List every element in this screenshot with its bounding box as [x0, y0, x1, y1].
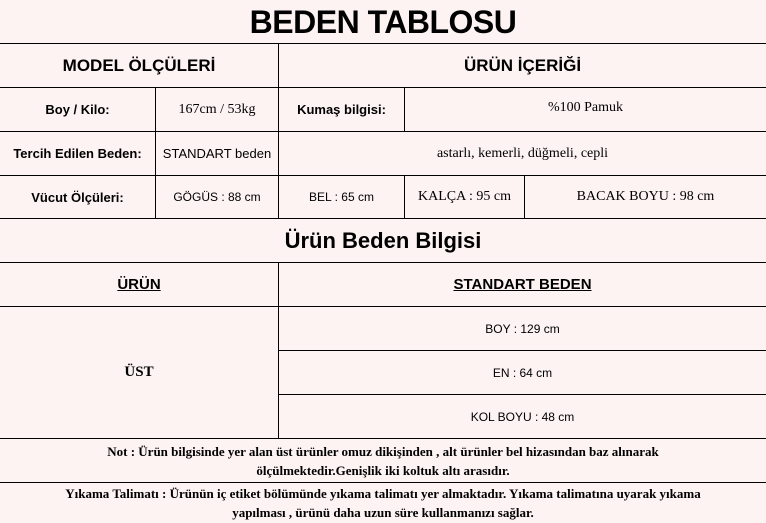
standard-size-column-header: STANDART BEDEN — [453, 276, 592, 293]
grid-line — [0, 87, 766, 88]
body-measurements-label: Vücut Ölçüleri: — [31, 189, 124, 205]
leg-length-measurement: BACAK BOYU : 98 cm — [576, 189, 715, 204]
grid-line — [279, 394, 766, 395]
top-garment-label: ÜST — [124, 364, 154, 380]
grid-line — [278, 262, 279, 438]
height-weight-value: 167cm / 53kg — [178, 101, 256, 117]
waist-measurement: BEL : 65 cm — [309, 190, 374, 204]
grid-line — [0, 306, 766, 307]
note-line-2: ölçülmektedir.Genişlik iki koltuk altı arasıdır. — [256, 462, 510, 478]
model-measurements-header: MODEL ÖLÇÜLERİ — [62, 55, 216, 75]
grid-line — [0, 218, 766, 219]
product-content-header: ÜRÜN İÇERİĞİ — [463, 55, 582, 75]
note-line-1: Not : Ürün bilgisinde yer alan üst ürünler omuz dikişinden , alt ürünler bel hizasından baz alınarak — [107, 443, 659, 459]
page-title: BEDEN TABLOSU — [249, 3, 517, 40]
product-column-header: ÜRÜN — [117, 276, 161, 293]
washing-instructions — [0, 483, 766, 523]
grid-line — [404, 87, 405, 131]
washing-line-1: Yıkama Talimatı : Ürünün iç etiket bölümünde yıkama talimatı yer almaktadır. Yıkama talimatına uyarak yıkama — [65, 486, 701, 501]
grid-line — [155, 87, 156, 218]
chest-measurement: GÖGÜS : 88 cm — [173, 190, 261, 204]
grid-line — [0, 175, 766, 176]
grid-line — [0, 43, 766, 44]
product-features: astarlı, kemerli, düğmeli, cepli — [436, 145, 609, 161]
grid-line — [524, 175, 525, 218]
grid-line — [0, 482, 766, 483]
grid-line — [278, 43, 279, 218]
preferred-size-label: Tercih Edilen Beden: — [13, 146, 142, 161]
sleeve-measurement: KOL BOYU : 48 cm — [470, 409, 575, 424]
fabric-label: Kumaş bilgisi: — [297, 102, 386, 117]
preferred-size-value: STANDART beden — [162, 146, 272, 161]
grid-line — [404, 175, 405, 218]
hips-measurement: KALÇA : 95 cm — [418, 189, 511, 204]
width-measurement: EN : 64 cm — [492, 365, 553, 380]
grid-line — [0, 438, 766, 439]
washing-line-2: yapılması , ürünü daha uzun süre kullanmanızı sağlar. — [232, 505, 534, 520]
measurement-note — [0, 439, 766, 482]
length-measurement: BOY : 129 cm — [485, 321, 560, 336]
grid-line — [279, 350, 766, 351]
size-info-title: Ürün Beden Bilgisi — [284, 227, 482, 253]
fabric-value: %100 Pamuk — [547, 100, 624, 115]
grid-line — [0, 262, 766, 263]
grid-line — [0, 131, 766, 132]
height-weight-label: Boy / Kilo: — [45, 102, 110, 117]
